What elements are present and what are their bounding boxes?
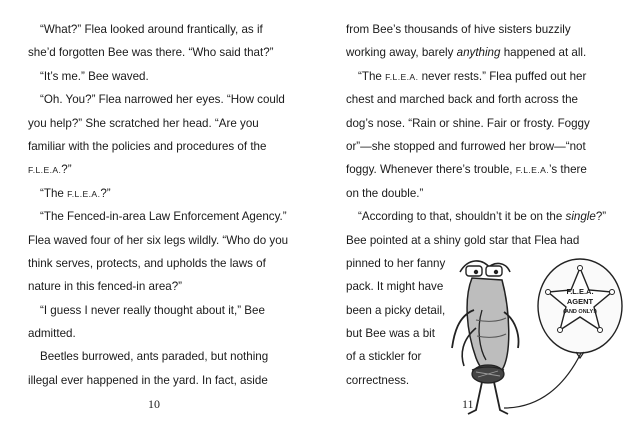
- text-run: “The: [40, 186, 68, 200]
- text-run: ?”: [100, 186, 111, 200]
- text-line: [28, 205, 296, 228]
- text-run: Beetles burrowed, ants paraded, but nothing: [40, 350, 269, 364]
- text-line: [28, 65, 296, 88]
- text-run: happened at all.: [500, 46, 587, 60]
- text-line: [28, 345, 296, 368]
- text-line: [346, 229, 608, 252]
- left-page-number: 10: [148, 397, 160, 411]
- badge-line-3: (AND ONLY!): [563, 309, 597, 315]
- text-line: [346, 18, 608, 41]
- text-run: admitted.: [28, 327, 76, 341]
- text-line: [28, 41, 296, 64]
- text-line: [28, 252, 296, 275]
- text-line: [28, 182, 296, 205]
- text-run: pinned to her fanny: [346, 256, 446, 270]
- text-run: on the double.”: [346, 186, 424, 200]
- text-line: [28, 135, 296, 158]
- text-line: [346, 158, 608, 181]
- right-page-number: 11: [462, 397, 474, 411]
- text-line: [346, 135, 608, 158]
- text-run: foggy. Whenever there’s trouble,: [346, 163, 516, 177]
- text-run: pack. It might have: [346, 280, 444, 294]
- text-run: Bee pointed at a shiny gold star that Flea had: [346, 233, 580, 247]
- text-line: [28, 158, 296, 181]
- text-run: dog’s nose. “Rain or shine. Fair or frosty. Foggy: [346, 116, 590, 130]
- text-run: ’s there: [549, 163, 587, 177]
- text-line: [28, 369, 296, 392]
- text-line: [28, 275, 296, 298]
- text-run: nature in this fenced-in area?”: [28, 280, 183, 294]
- text-run: think serves, protects, and upholds the laws of: [28, 256, 266, 270]
- text-run: she’d forgotten Bee was there. “Who said that?”: [28, 46, 274, 60]
- text-run: familiar with the policies and procedures of the: [28, 139, 267, 153]
- italic-text: anything: [456, 46, 501, 60]
- text-run: of a stickler for: [346, 350, 422, 364]
- text-run: you help?” She scratched her head. “Are you: [28, 116, 259, 130]
- right-page: [314, 0, 628, 432]
- text-line: [346, 88, 608, 111]
- text-line: [28, 322, 296, 345]
- text-run: “The Fenced-in-area Law Enforcement Agency.”: [40, 210, 287, 224]
- text-line: [346, 205, 608, 228]
- badge-line-2: AGENT: [566, 297, 594, 306]
- text-run: ?”: [595, 210, 607, 224]
- text-run: “It’s me.” Bee waved.: [40, 69, 149, 83]
- small-caps-text: F.L.E.A.: [515, 165, 550, 176]
- text-run: illegal ever happened in the yard. In fact, aside: [28, 373, 268, 387]
- text-line: [346, 41, 608, 64]
- text-run: been a picky detail,: [346, 303, 446, 317]
- text-line: [28, 18, 296, 41]
- text-run: never rests.” Flea puffed out her: [418, 69, 587, 83]
- text-line: [28, 112, 296, 135]
- text-run: “The: [358, 69, 386, 83]
- badge-line-1: F.L.E.A.: [566, 287, 594, 296]
- text-line: [28, 299, 296, 322]
- text-line: [346, 65, 608, 88]
- text-run: “What?” Flea looked around frantically, as if: [40, 23, 263, 36]
- text-line: [28, 88, 296, 111]
- small-caps-text: F.L.E.A.: [67, 188, 101, 199]
- text-run: from Bee’s thousands of hive sisters buzzily: [346, 23, 571, 36]
- text-run: Flea waved four of her six legs wildly. “Who do you: [28, 233, 289, 247]
- text-run: working away, barely: [346, 46, 457, 60]
- text-run: ?”: [61, 163, 72, 177]
- left-page-text: [28, 18, 296, 392]
- text-run: “I guess I never really thought about it,” Bee: [40, 303, 265, 317]
- text-line: [346, 112, 608, 135]
- small-caps-text: F.L.E.A.: [28, 165, 62, 176]
- flea-illustration: [446, 250, 626, 420]
- small-caps-text: F.L.E.A.: [385, 71, 419, 82]
- italic-text: single: [565, 210, 596, 224]
- text-line: [346, 182, 608, 205]
- text-run: “According to that, shouldn’t it be on the: [358, 210, 566, 224]
- text-run: correctness.: [346, 373, 410, 387]
- text-run: or”—she stopped and furrowed her brow—“not: [346, 139, 586, 153]
- text-run: but Bee was a bit: [346, 327, 435, 341]
- text-run: “Oh. You?” Flea narrowed her eyes. “How could: [40, 93, 285, 107]
- text-run: chest and marched back and forth across the: [346, 93, 579, 107]
- text-line: [28, 229, 296, 252]
